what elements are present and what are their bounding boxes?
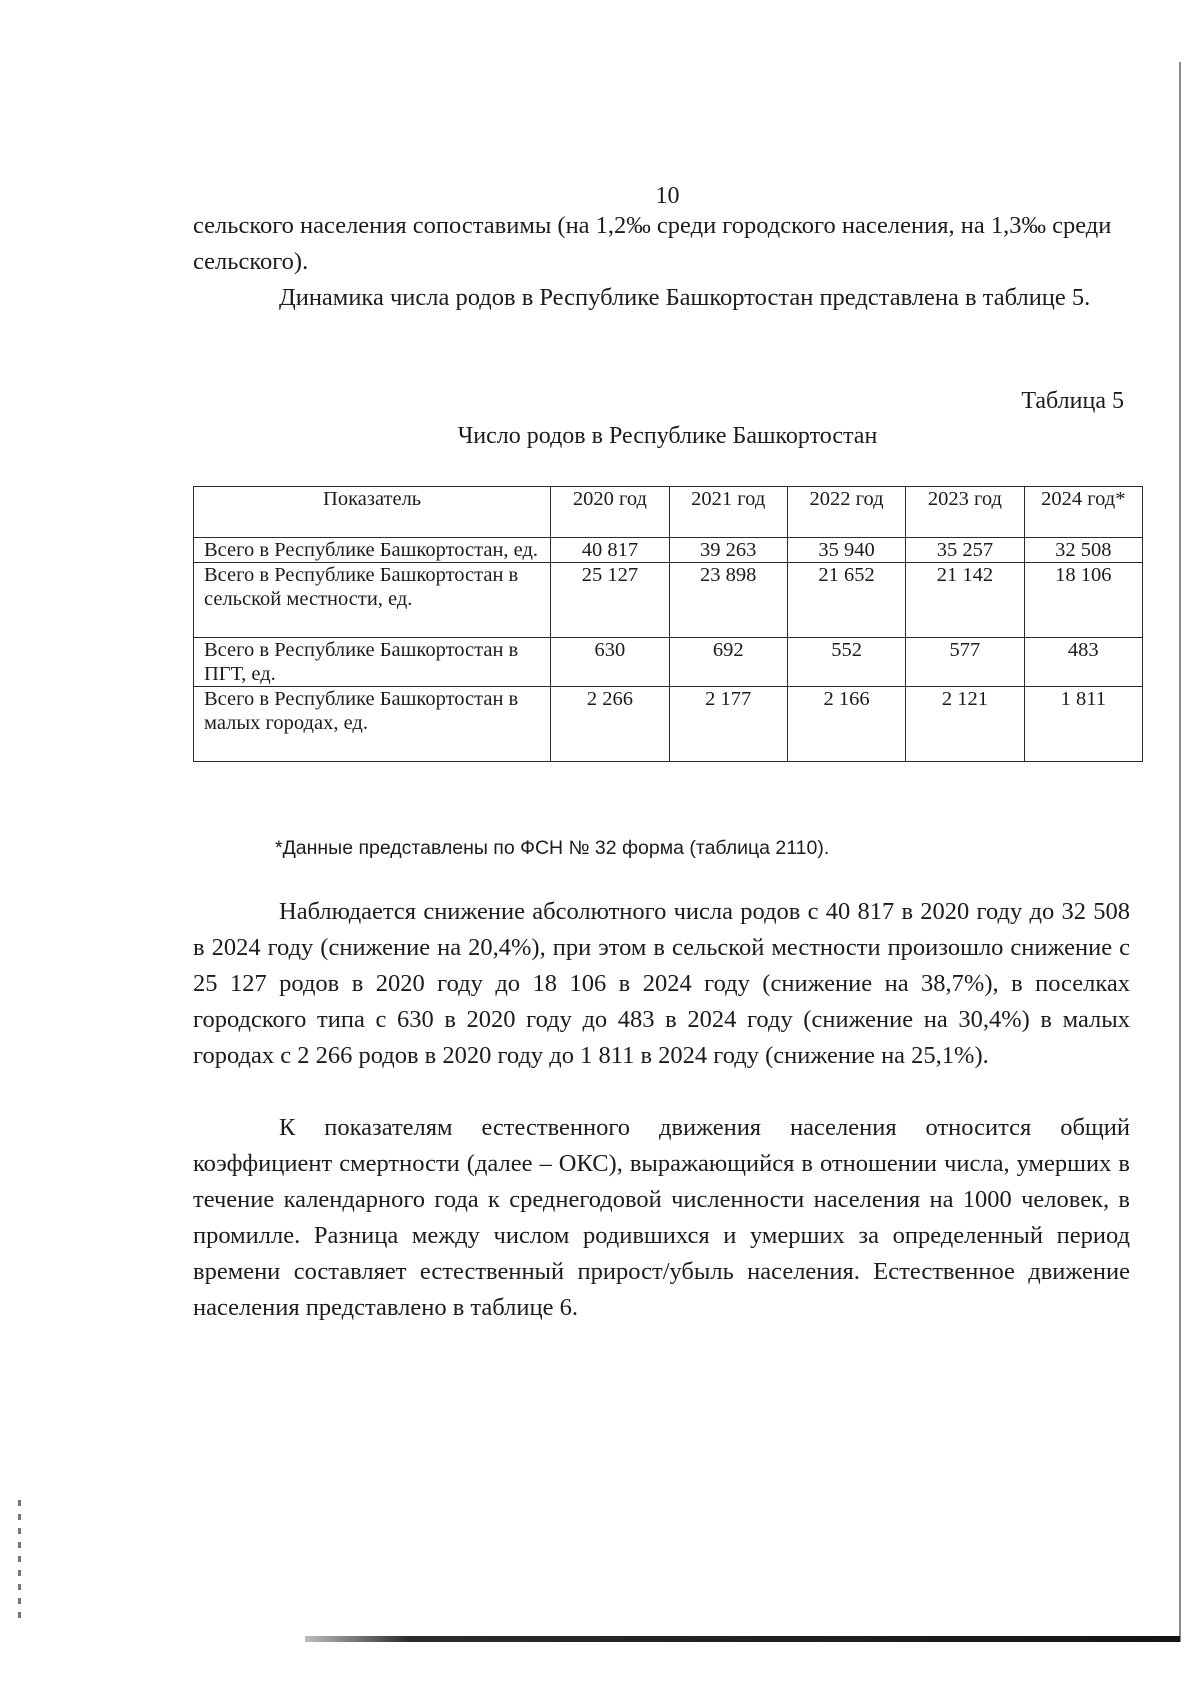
scan-bottom-bar: [305, 1636, 1180, 1642]
row-label: Всего в Республике Башкортостан в ПГТ, ед.: [194, 638, 551, 687]
table-row: [194, 687, 1143, 762]
header-2023: 2023 год: [906, 487, 1024, 538]
table-cell: 23 898: [669, 563, 787, 638]
header-2020: 2020 год: [551, 487, 669, 538]
table-cell: 692: [669, 638, 787, 687]
table-label: Таблица 5: [1021, 388, 1124, 414]
header-2022: 2022 год: [787, 487, 905, 538]
table-header-row: [194, 487, 1143, 538]
table-cell: 2 166: [787, 687, 905, 762]
scan-edge-line: [1179, 62, 1181, 1642]
table-row: [194, 563, 1143, 638]
table-cell: 18 106: [1024, 563, 1142, 638]
table-title: Число родов в Республике Башкортостан: [457, 423, 878, 449]
paragraph-intro: Динамика числа родов в Республике Башкортостан представлена в таблице 5.: [279, 284, 1091, 311]
scan-artifact-marks: [18, 1500, 21, 1620]
table-cell: 2 121: [906, 687, 1024, 762]
table-row: [194, 638, 1143, 687]
table-cell: 1 811: [1024, 687, 1142, 762]
table-cell: 483: [1024, 638, 1142, 687]
table-cell: 39 263: [669, 538, 787, 563]
row-label: Всего в Республике Башкортостан в малых городах, ед.: [194, 687, 551, 762]
table-cell: 552: [787, 638, 905, 687]
table-cell: 35 940: [787, 538, 905, 563]
table-cell: 2 266: [551, 687, 669, 762]
paragraph-mortality: К показателям естественного движения населения относится общий коэффициент смертности (далее – ОКС), выражающийся в отношении числа, умерших в течение календарного года к среднегодовой численности населения на 1000 человек, в промилле. Разница между числом родившихся и умерших за определенный период времени составляет естественный прирост/убыль населения. Естественное движение населения представлено в таблице 6.: [193, 1114, 1130, 1321]
paragraph-continuation: сельского населения сопоставимы (на 1,2‰ среди городского населения, на 1,3‰ среди сельского).: [193, 212, 1112, 275]
row-label: Всего в Республике Башкортостан, ед.: [194, 538, 551, 563]
table-cell: 577: [906, 638, 1024, 687]
header-indicator: Показатель: [194, 487, 551, 538]
header-2021: 2021 год: [669, 487, 787, 538]
paragraph-births-decline: Наблюдается снижение абсолютного числа родов с 40 817 в 2020 году до 32 508 в 2024 году (снижение на 20,4%), при этом в сельской местности произошло снижение с 25 127 родов в 2020 году до 18 106 в 2024 году (снижение на 38,7%), в поселках городского типа с 630 в 2020 году до 483 в 2024 году (снижение на 30,4%) в малых городах с 2 266 родов в 2020 году до 1 811 в 2024 году (снижение на 25,1%).: [193, 898, 1130, 1069]
table-footnote: *Данные представлены по ФСН № 32 форма (таблица 2110).: [275, 837, 830, 859]
table-cell: 2 177: [669, 687, 787, 762]
header-2024: 2024 год*: [1024, 487, 1142, 538]
births-table: [193, 486, 1143, 762]
table-cell: 21 652: [787, 563, 905, 638]
table-cell: 25 127: [551, 563, 669, 638]
table-cell: 35 257: [906, 538, 1024, 563]
table-cell: 630: [551, 638, 669, 687]
table-cell: 32 508: [1024, 538, 1142, 563]
table-cell: 40 817: [551, 538, 669, 563]
row-label: Всего в Республике Башкортостан в сельской местности, ед.: [194, 563, 551, 638]
page-number: 10: [655, 183, 680, 209]
table-cell: 21 142: [906, 563, 1024, 638]
table-row: [194, 538, 1143, 563]
